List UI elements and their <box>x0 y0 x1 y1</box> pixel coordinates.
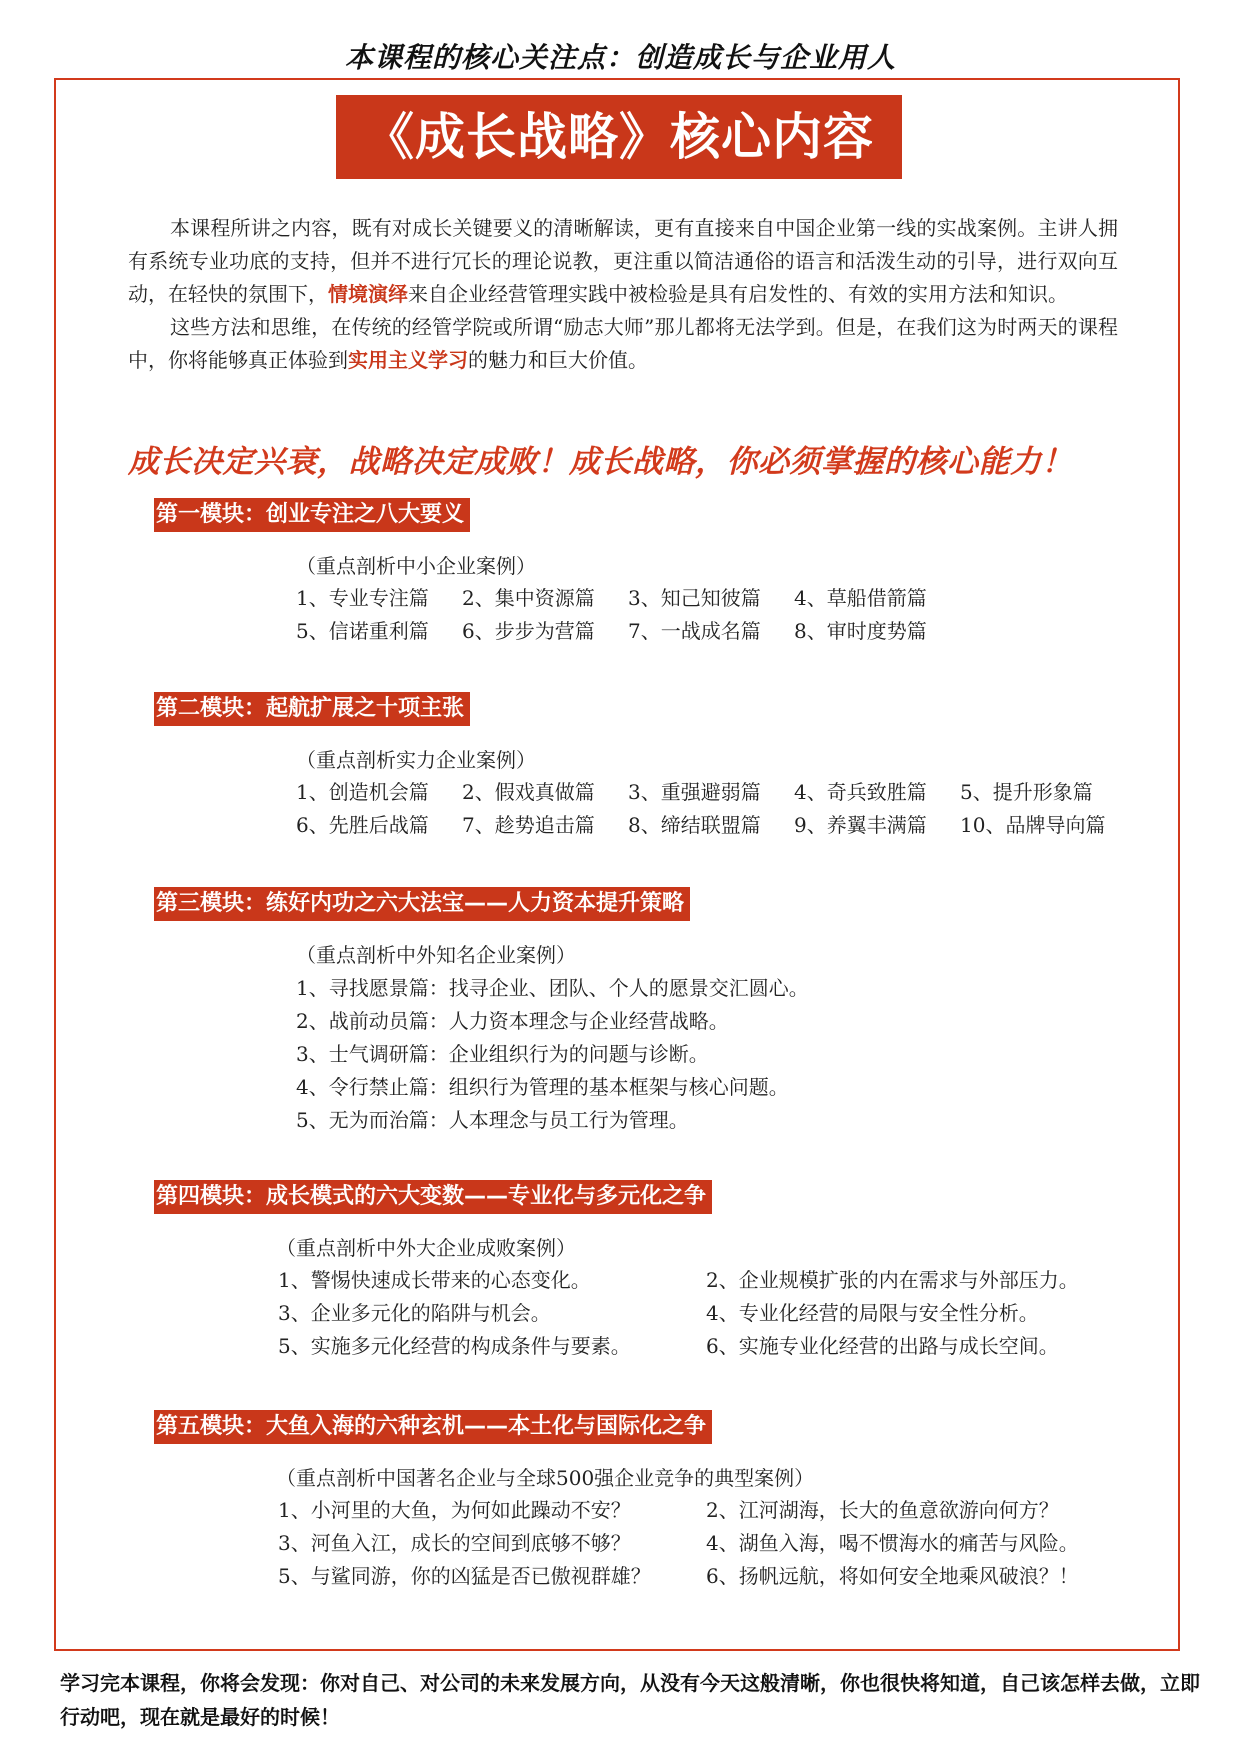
module-4-items <box>278 1264 1079 1363</box>
list-item: 1、寻找愿景篇：找寻企业、团队、个人的愿景交汇圆心。 <box>296 976 809 1000</box>
module-2-heading: 第二模块：起航扩展之十项主张 <box>154 692 470 726</box>
highlight-term: 实用主义学习 <box>348 348 468 372</box>
page-top-title: 本课程的核心关注点：创造成长与企业用人 <box>344 41 896 74</box>
list-item: 4、草船借箭篇 <box>794 586 927 610</box>
intro-paragraph-2: 这些方法和思维，在传统的经管学院或所谓“励志大师”那儿都将无法学到。但是，在我们这为时两天的课程中，你将能够真正体验到实用主义学习的魅力和巨大价值。 <box>128 315 1118 372</box>
list-item: 2、企业规模扩张的内在需求与外部压力。 <box>706 1268 1079 1292</box>
list-item: 4、奇兵致胜篇 <box>794 780 927 804</box>
module-5-subtitle: （重点剖析中国著名企业与全球500强企业竞争的典型案例） <box>276 1466 815 1490</box>
list-item: 1、创造机会篇 <box>296 780 429 804</box>
list-item: 8、缔结联盟篇 <box>628 813 761 837</box>
list-item: 5、信诺重利篇 <box>296 619 429 643</box>
slogan: 成长决定兴衰，战略决定成败！成长战略，你必须掌握的核心能力！ <box>128 444 1073 480</box>
module-4-heading: 第四模块：成长模式的六大变数——专业化与多元化之争 <box>154 1180 712 1214</box>
list-item: 9、养翼丰满篇 <box>794 813 927 837</box>
list-item: 3、知己知彼篇 <box>628 586 761 610</box>
module-3-subtitle: （重点剖析中外知名企业案例） <box>296 943 576 967</box>
intro-paragraph-1: 本课程所讲之内容，既有对成长关键要义的清晰解读，更有直接来自中国企业第一线的实战案例。主讲人拥有系统专业功底的支持，但并不进行冗长的理论说教，更注重以简洁通俗的语言和活泼生动的引导，进行双向互动，在轻快的氛围下，情境演绎来自企业经营管理实践中被检验是具有启发性的、有效的实用方法和知识。 <box>128 216 1118 306</box>
list-item: 2、江河湖海，长大的鱼意欲游向何方？ <box>706 1498 1059 1522</box>
list-item: 6、扬帆远航，将如何安全地乘风破浪？！ <box>706 1564 1079 1588</box>
list-item: 10、品牌导向篇 <box>960 813 1106 837</box>
list-item: 2、战前动员篇：人力资本理念与企业经营战略。 <box>296 1009 729 1033</box>
list-item: 8、审时度势篇 <box>794 619 927 643</box>
list-item: 7、一战成名篇 <box>628 619 761 643</box>
list-item: 5、提升形象篇 <box>960 780 1093 804</box>
list-item: 5、无为而治篇：人本理念与员工行为管理。 <box>296 1108 689 1132</box>
module-3-heading: 第三模块：练好内功之六大法宝——人力资本提升策略 <box>154 887 690 921</box>
list-item: 6、步步为营篇 <box>462 619 595 643</box>
list-item: 2、集中资源篇 <box>462 586 595 610</box>
highlight-term: 情境演绎 <box>328 282 408 306</box>
list-item: 4、专业化经营的局限与安全性分析。 <box>706 1301 1039 1325</box>
list-item: 7、趁势追击篇 <box>462 813 595 837</box>
list-item: 4、令行禁止篇：组织行为管理的基本框架与核心问题。 <box>296 1075 789 1099</box>
list-item: 6、先胜后战篇 <box>296 813 429 837</box>
list-item: 5、与鲨同游，你的凶猛是否已傲视群雄？ <box>278 1564 651 1588</box>
footer-text: 学习完本课程，你将会发现：你对自己、对公司的未来发展方向，从没有今天这般清晰，你也很快将知道，自己该怎样去做，立即行动吧，现在就是最好的时候！ <box>60 1671 1200 1729</box>
list-item: 3、重强避弱篇 <box>628 780 761 804</box>
module-4-subtitle: （重点剖析中外大企业成败案例） <box>276 1236 576 1260</box>
module-5-heading: 第五模块：大鱼入海的六种玄机——本土化与国际化之争 <box>154 1410 712 1444</box>
module-3-items <box>296 972 809 1137</box>
list-item: 1、小河里的大鱼，为何如此躁动不安？ <box>278 1498 631 1522</box>
list-item: 3、河鱼入江，成长的空间到底够不够？ <box>278 1531 631 1555</box>
module-5-items <box>278 1494 1079 1593</box>
list-item: 1、专业专注篇 <box>296 586 429 610</box>
module-2-subtitle: （重点剖析实力企业案例） <box>296 748 536 772</box>
list-item: 6、实施专业化经营的出路与成长空间。 <box>706 1334 1059 1358</box>
module-2-items <box>296 776 1126 842</box>
intro-text <box>128 212 1118 377</box>
list-item: 3、士气调研篇：企业组织行为的问题与诊断。 <box>296 1042 709 1066</box>
main-title-banner: 《成长战略》核心内容 <box>336 95 902 179</box>
list-item: 5、实施多元化经营的构成条件与要素。 <box>278 1334 631 1358</box>
module-1-heading: 第一模块：创业专注之八大要义 <box>154 498 470 532</box>
list-item: 2、假戏真做篇 <box>462 780 595 804</box>
list-item: 4、湖鱼入海，喝不惯海水的痛苦与风险。 <box>706 1531 1079 1555</box>
list-item: 3、企业多元化的陷阱与机会。 <box>278 1301 551 1325</box>
module-1-items <box>296 582 960 648</box>
module-1-subtitle: （重点剖析中小企业案例） <box>296 554 536 578</box>
list-item: 1、警惕快速成长带来的心态变化。 <box>278 1268 591 1292</box>
